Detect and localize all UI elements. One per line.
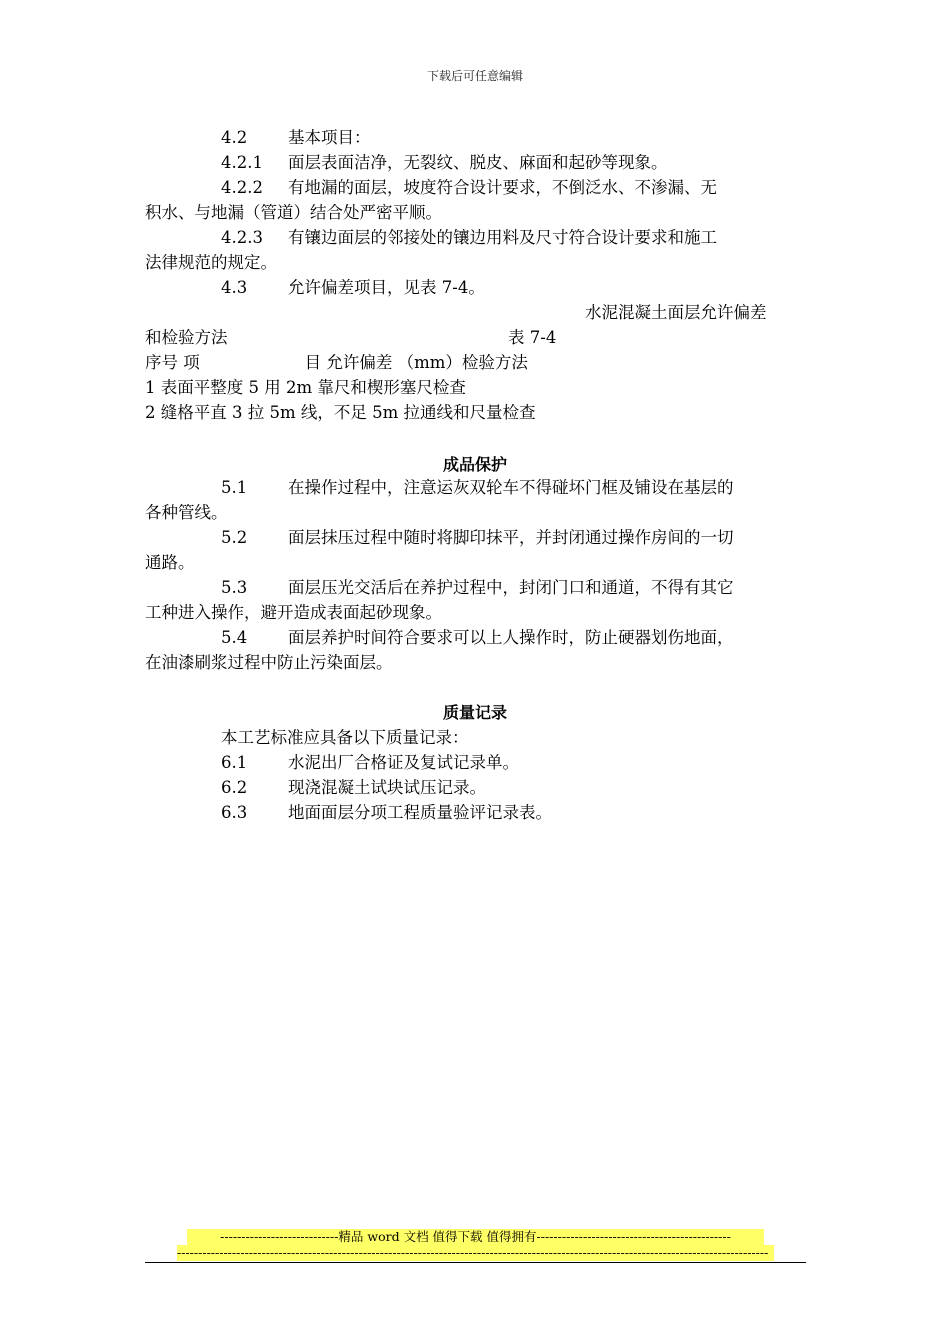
item-number: 5.4	[221, 628, 248, 647]
table-header-row: 序号 项 目 允许偏差 （mm）检验方法	[145, 353, 528, 372]
table-number: 表 7-4	[508, 328, 557, 347]
section-heading-protection: 成品保护	[442, 455, 507, 474]
item-4-2-3	[221, 225, 717, 250]
table-title: 水泥混凝土面层允许偏差	[585, 303, 767, 322]
table-row-1: 1 表面平整度 5 用 2m 靠尺和楔形塞尺检查	[145, 378, 466, 397]
item-text: 允许偏差项目，见表 7-4。	[288, 278, 485, 297]
item-text: 面层养护时间符合要求可以上人操作时，防止硬器划伤地面，	[288, 628, 734, 647]
item-number: 6.2	[221, 778, 248, 797]
item-4-2-3-cont: 法律规范的规定。	[145, 253, 277, 272]
item-5-3	[221, 575, 734, 600]
item-number: 4.3	[221, 278, 248, 297]
item-number: 5.3	[221, 578, 248, 597]
item-text: 在操作过程中，注意运灰双轮车不得碰坏门框及铺设在基层的	[288, 478, 734, 497]
table-title-cont: 和检验方法	[145, 328, 228, 347]
item-4-2-2-cont: 积水、与地漏（管道）结合处严密平顺。	[145, 203, 442, 222]
item-number: 5.2	[221, 528, 248, 547]
item-number: 4.2.2	[221, 178, 263, 197]
item-number: 5.1	[221, 478, 248, 497]
item-5-1-cont: 各种管线。	[145, 503, 228, 522]
item-text: 有镶边面层的邻接处的镶边用料及尺寸符合设计要求和施工	[288, 228, 717, 247]
section-heading-records: 质量记录	[442, 703, 507, 722]
item-5-2-cont: 通路。	[145, 553, 195, 572]
item-6-1	[221, 750, 519, 775]
footer-rule	[145, 1262, 806, 1263]
table-row-2: 2 缝格平直 3 拉 5m 线，不足 5m 拉通线和尺量检查	[145, 403, 536, 422]
item-6-2	[221, 775, 486, 800]
item-4-2-2	[221, 175, 717, 200]
item-text: 面层压光交活后在养护过程中，封闭门口和通道，不得有其它	[288, 578, 734, 597]
item-text: 面层表面洁净，无裂纹、脱皮、麻面和起砂等现象。	[288, 153, 668, 172]
item-number: 6.1	[221, 753, 248, 772]
item-number: 4.2.1	[221, 153, 263, 172]
records-intro: 本工艺标准应具备以下质量记录：	[221, 728, 469, 747]
item-5-3-cont: 工种进入操作，避开造成表面起砂现象。	[145, 603, 442, 622]
item-5-4-cont: 在油漆刷浆过程中防止污染面层。	[145, 653, 393, 672]
page-header: 下载后可任意编辑	[426, 69, 523, 83]
item-text: 地面面层分项工程质量验评记录表。	[288, 803, 552, 822]
item-text: 水泥出厂合格证及复试记录单。	[288, 753, 519, 772]
item-4-2	[221, 125, 371, 150]
footer-dashes: --------------------------------------------------------------------------------------------------------------------------------------------	[177, 1245, 774, 1261]
footer-banner: ----------------------------精品 word 文档 值得下载 值得拥有----------------------------------------------	[187, 1229, 764, 1245]
item-number: 6.3	[221, 803, 248, 822]
item-4-2-1	[221, 150, 668, 175]
item-text: 基本项目：	[288, 128, 371, 147]
item-5-1	[221, 475, 734, 500]
item-number: 4.2.3	[221, 228, 263, 247]
item-6-3	[221, 800, 552, 825]
item-number: 4.2	[221, 128, 248, 147]
item-text: 现浇混凝土试块试压记录。	[288, 778, 486, 797]
item-5-2	[221, 525, 734, 550]
item-4-3	[221, 275, 485, 300]
item-5-4	[221, 625, 734, 650]
item-text: 有地漏的面层，坡度符合设计要求，不倒泛水、不渗漏、无	[288, 178, 717, 197]
item-text: 面层抹压过程中随时将脚印抹平，并封闭通过操作房间的一切	[288, 528, 734, 547]
